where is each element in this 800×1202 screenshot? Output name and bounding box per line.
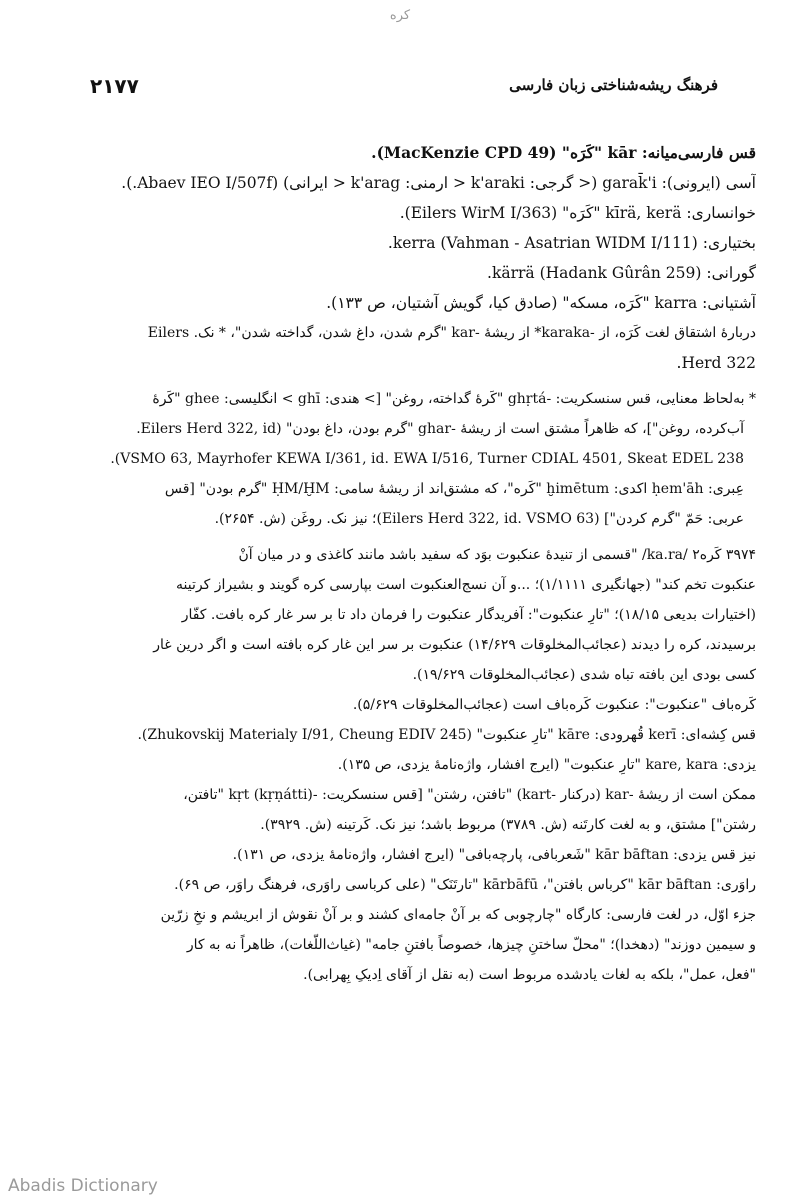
entry-line: کَره‌باف "عنکبوت": عنکبوت کَره‌باف است (عجائب‌المخلوقات ۵/۶۲۹). [352, 697, 756, 713]
watermark: Abadis Dictionary [8, 1176, 158, 1196]
entry-headword-line: ۳۹۷۴ کَره۲ /ka.ra/ "قسمی از تنیدهٔ عنکبوت بوَد که سفید باشد مانند کاغذی و در میان آنْ [238, 547, 756, 563]
entry-line: نیز قس یزدی: kār bāftan "شَعربافی، پارچه‌بافی" (ایرج افشار، واژه‌نامهٔ یزدی، ص ۱۳۱). [232, 847, 756, 863]
entry-line: بختیاری: kerra (Vahman - Asatrian WIDM I/111). [387, 234, 756, 252]
entry-line: کسی بودی این بافته تباه شدی (عجائب‌المخلوقات ۱۹/۶۲۹). [412, 667, 756, 683]
entry-line: خوانساری: kīrä, kerä "کَرَه" (Eilers WirM I/363). [399, 204, 756, 222]
note-line: عِبری: ḥem'āh اکدی: ḫimētum "کَره"، که مشتق‌اند از ریشهٔ سامی: ḤM/ḪM "گرم بودن" [قس [164, 481, 744, 497]
note-line: عربی: حَمّ "گرم کردن"] (Eilers Herd 322, id. VSMO 63)؛ نیز نک. روغَن (ش. ۲۶۵۴). [214, 511, 744, 527]
page-number: ۲۱۷۷ [90, 74, 139, 98]
note-line: آب‌کرده، روغن"]، که ظاهراً مشتق است از ریشهٔ -ghar "گرم بودن، داغ بودن" (Eilers Herd 322, id. [136, 421, 744, 437]
entry-line: آسی (ایرونی): garak̄'i (< گرجی: k'araki < ارمنی: k'arag < ایرانی) (Abaev IEO I/507f.). [121, 174, 756, 192]
entry-line: Herd 322. [676, 354, 756, 372]
entry-line: "فعل، عمل"، بلکه به لغات یادشده مربوط است (به نقل از آقای اِدیکِ بِهرابی). [303, 967, 756, 983]
dictionary-entries [52, 138, 756, 990]
note-line: * به‌لحاظ معنایی، قس سنسکریت: -ghṛtá "کَرهٔ گداخته، روغن" [> هندی: ghī > انگلیسی: ghee "کَرهٔ [152, 391, 756, 407]
page-header [90, 74, 718, 104]
book-title: فرهنگ ریشه‌شناختی زبان فارسی [509, 76, 718, 94]
entry-line: آشتیانی: karra "کَرَه، مسکه" (صادق کیا، گویش آشتیان، ص ۱۳۳). [326, 294, 756, 312]
entry-line: راوَری: kār bāftan "کرباس بافتن"، kārbāfū "تارتَنَک" (علی کرباسی راوَری، فرهنگ راوَر، ص ۶۹). [174, 877, 756, 893]
entry-line: قس کِشه‌ای: kerī قُهرودی: kāre "تارِ عنکبوت" (Zhukovskij Materialy I/91, Cheung EDIV 245). [137, 727, 756, 743]
entry-line: (اختیارات بدیعی ۱۸/۱۵)؛ "تارِ عنکبوت": آفریدگار عنکبوت را فرمان داد تا بر سر غار کره بافت. کفّار [181, 607, 756, 623]
entry-line: جزء اوّل، در لغت فارسی: کارگاه "چارچوبی که بر آنْ جامه‌ای کشند و بر آنْ نقوش از ابریشم و نخِ زرّین [160, 907, 756, 923]
entry-line: ممکن است از ریشهٔ -kar (درکنار -kart) "تافتن، رشتن" [قس سنسکریت: -kṛt (kṛṇátti) "تافتن، [183, 787, 756, 803]
entry-line: برسیدند، کره را دیدند (عجائب‌المخلوقات ۱۴/۶۲۹) عنکبوت بر سر این غار کره بافته است و اگر درین غار [153, 637, 756, 653]
entry-line: و سیمین دوزند" (دهخدا)؛ "محلّ ساختنِ چیزها، خصوصاً بافتنِ جامه" (غیاث‌اللّغات)، ظاهراً نه به کار [186, 937, 756, 953]
entry-line: یزدی: kare, kara "تارِ عنکبوت" (ایرج افشار، واژه‌نامهٔ یزدی، ص ۱۳۵). [337, 757, 756, 773]
entry-line: قس فارسی‌میانه: kār "کَرَه" (MacKenzie CPD 49). [371, 143, 756, 162]
entry-line: رشتن"] مشتق، و به لغت کارتَنه (ش. ۳۷۸۹) مربوط باشد؛ نیز نک. کَرتینه (ش. ۳۹۲۹). [260, 817, 756, 833]
entry-line: دربارهٔ اشتقاق لغت کَرَه، از -karaka* از ریشهٔ -kar "گرم شدن، داغ شدن، گداخته شدن"، * نک. Eilers [147, 325, 756, 341]
entry-line: عنکبوت تخم کند" (جهانگیری ۱/۱۱۱۱)؛ ...و آن نسج‌العنکبوت است بپارسی کره گویند و بشیراز کرتینه [176, 577, 756, 593]
entry-line: گورانی: kärrä (Hadank Gûrân 259). [487, 264, 756, 282]
running-head-word: کره [389, 8, 411, 23]
note-line: VSMO 63, Mayrhofer KEWA I/361, id. EWA I/516, Turner CDIAL 4501, Skeat EDEL 238). [110, 451, 744, 467]
